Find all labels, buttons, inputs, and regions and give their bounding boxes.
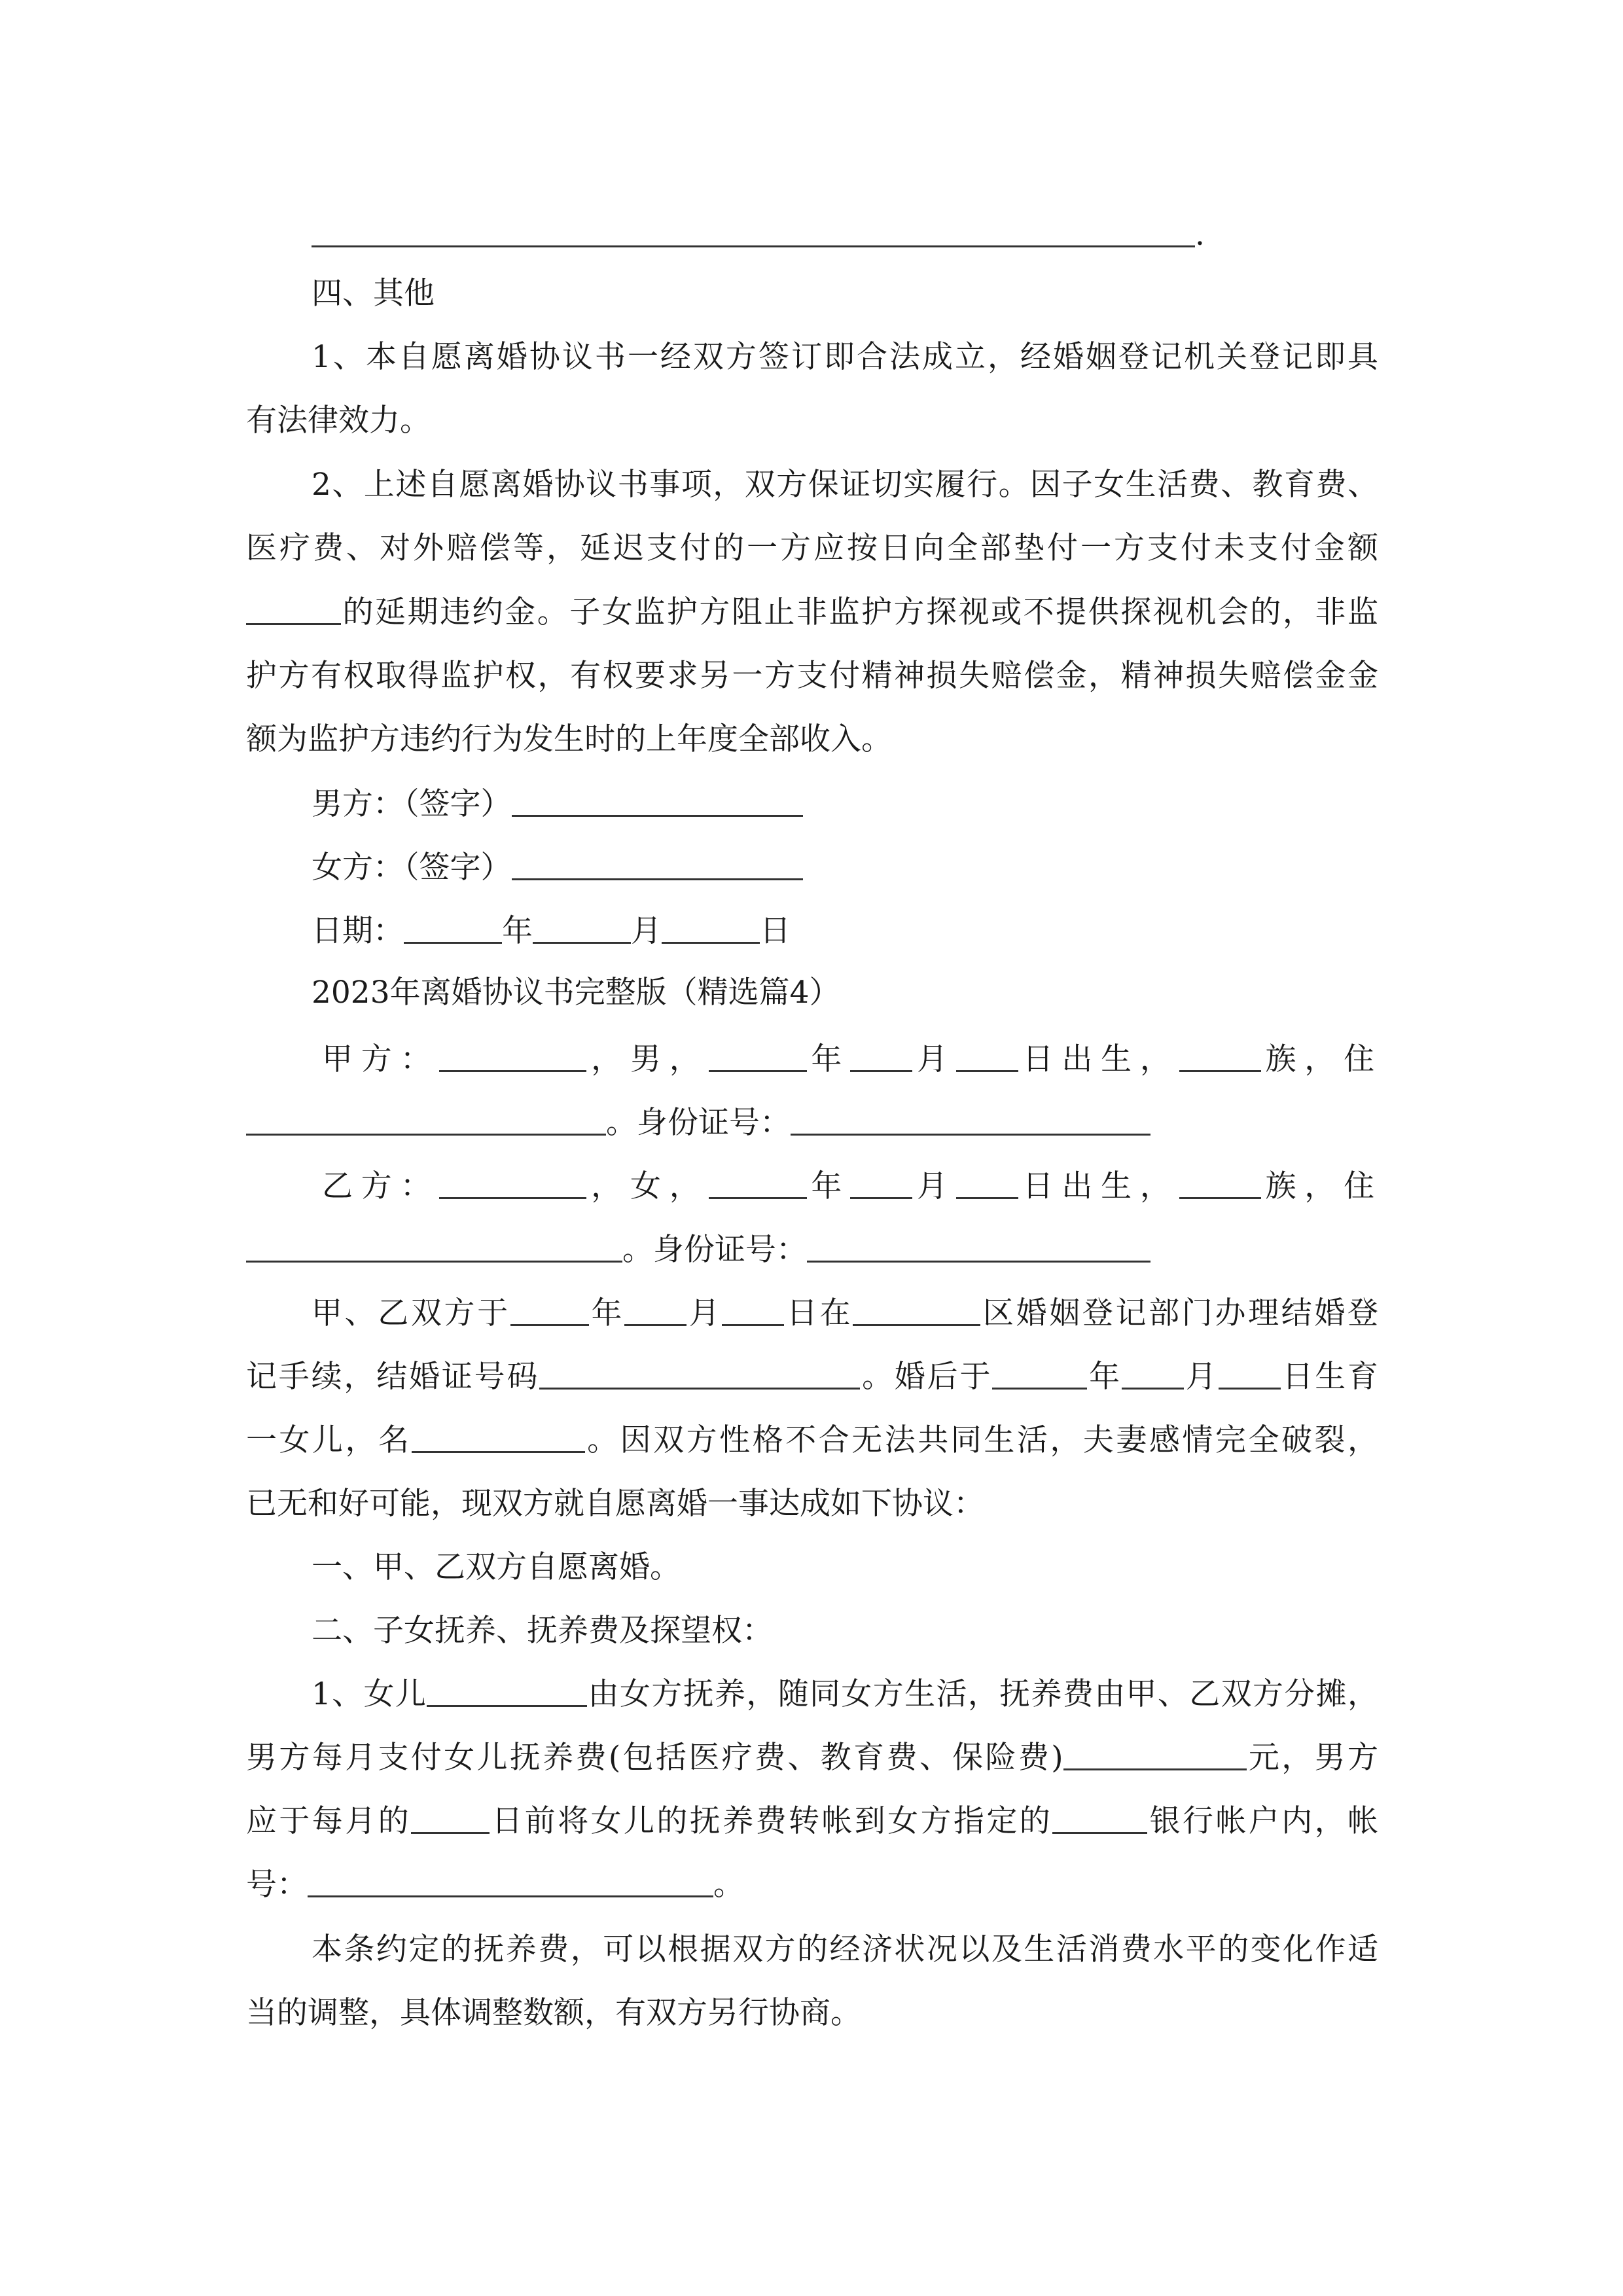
party-b-year-field[interactable] [709, 1158, 807, 1199]
date-day-field[interactable] [662, 903, 760, 944]
custody-line-2: 男方每月支付女儿抚养费(包括医疗费、教育费、保险费) 元，男方 [246, 1726, 1378, 1790]
signature-male-field[interactable] [512, 776, 803, 817]
section-heading-4: 2023年离婚协议书完整版（精选篇4） [312, 975, 840, 1011]
custody-daughter-field[interactable] [427, 1666, 587, 1707]
marriage-district-field[interactable] [853, 1285, 980, 1326]
clause-2-line-2: 医疗费、对外赔偿等，延迟支付的一方应按日向全部垫付一方支付未支付金额 [246, 530, 1378, 566]
signature-female-field[interactable] [512, 839, 803, 880]
signature-male-label: 男方：（签字） [312, 786, 512, 822]
marriage-month-field[interactable] [624, 1285, 687, 1326]
party-a-ethnic-field[interactable] [1179, 1031, 1261, 1072]
blank-field[interactable] [312, 206, 1195, 247]
date-year-field[interactable] [404, 903, 502, 944]
birth-year-field[interactable] [992, 1348, 1087, 1390]
blank-field[interactable] [246, 584, 341, 625]
party-b-ethnic-field[interactable] [1179, 1158, 1261, 1199]
fill-line-dot: . [1195, 217, 1205, 253]
party-a-name-field[interactable] [439, 1031, 586, 1072]
account-number-field[interactable] [308, 1856, 713, 1897]
party-a-line-2: 。身份证号： [246, 1091, 1378, 1155]
marriage-line-1: 甲、乙双方于 年 月 日在 区婚姻登记部门办理结婚登 [312, 1282, 1378, 1346]
pay-day-field[interactable] [411, 1793, 490, 1834]
bank-name-field[interactable] [1052, 1793, 1147, 1834]
party-b-name-field[interactable] [439, 1158, 586, 1199]
signature-date: 日期： 年 月 日 [312, 899, 1378, 963]
signature-female-label: 女方：（签字） [312, 850, 512, 886]
clause-2-line-4: 护方有权取得监护权，有权要求另一方支付精神损失赔偿金，精神损失赔偿金金 [246, 658, 1378, 694]
party-b-line-1: 乙方： ，女， 年 月 日出生， 族，住 [312, 1155, 1378, 1219]
adjust-line-1: 本条约定的抚养费，可以根据双方的经济状况以及生活消费水平的变化作适 [312, 1931, 1378, 1967]
party-b-id-field[interactable] [807, 1221, 1150, 1263]
marriage-line-4: 已无和好可能，现双方就自愿离婚一事达成如下协议： [246, 1486, 984, 1522]
party-a-day-field[interactable] [956, 1031, 1018, 1072]
party-a-line-1: 甲方： ，男， 年 月 日出生， 族，住 [312, 1028, 1378, 1092]
support-amount-field[interactable] [1063, 1729, 1247, 1770]
daughter-name-field[interactable] [412, 1412, 585, 1453]
date-month-field[interactable] [533, 903, 631, 944]
clause-1-line-2: 有法律效力。 [246, 403, 431, 439]
clause-2-line-5: 额为监护方违约行为发生时的上年度全部收入。 [246, 721, 892, 757]
marriage-day-field[interactable] [722, 1285, 784, 1326]
section-title-other: 四、其他 [312, 276, 435, 312]
fill-line-top [312, 203, 1378, 267]
marriage-line-3: 一女儿，名 。因双方性格不合无法共同生活，夫妻感情完全破裂， [246, 1408, 1378, 1473]
party-b-address-field[interactable] [246, 1221, 622, 1263]
adjust-line-2: 当的调整，具体调整数额，有双方另行协商。 [246, 1995, 861, 2031]
custody-line-3: 应于每月的 日前将女儿的抚养费转帐到女方指定的 银行帐户内，帐 [246, 1789, 1378, 1854]
signature-female [312, 836, 1378, 900]
clause-2-line-3-text: 的延期违约金。子女监护方阻止非监护方探视或不提供探视机会的，非监 [341, 594, 1378, 630]
clause-2-line-3 [246, 581, 1378, 645]
date-label: 日期： [312, 913, 404, 949]
item-2: 二、子女抚养、抚养费及探望权： [312, 1613, 773, 1649]
birth-month-field[interactable] [1122, 1348, 1184, 1390]
party-b-month-field[interactable] [850, 1158, 912, 1199]
clause-1-line-1: 1、本自愿离婚协议书一经双方签订即合法成立，经婚姻登记机关登记即具 [312, 339, 1378, 375]
party-a-month-field[interactable] [850, 1031, 912, 1072]
marriage-year-field[interactable] [510, 1285, 589, 1326]
party-a-address-field[interactable] [246, 1094, 606, 1136]
marriage-cert-field[interactable] [539, 1348, 860, 1390]
marriage-line-2: 记手续，结婚证号码 。婚后于 年 月 日生育 [246, 1345, 1378, 1409]
custody-line-1: 1、女儿 由女方抚养，随同女方生活，抚养费由甲、乙双方分摊， [312, 1662, 1378, 1727]
custody-line-4: 号： 。 [246, 1853, 1378, 1917]
item-1: 一、甲、乙双方自愿离婚。 [312, 1549, 681, 1585]
party-a-id-field[interactable] [791, 1094, 1150, 1136]
party-b-line-2: 。身份证号： [246, 1218, 1378, 1282]
party-b-day-field[interactable] [956, 1158, 1018, 1199]
birth-day-field[interactable] [1219, 1348, 1281, 1390]
signature-male [312, 772, 1378, 836]
party-a-year-field[interactable] [709, 1031, 807, 1072]
clause-2-line-1: 2、上述自愿离婚协议书事项，双方保证切实履行。因子女生活费、教育费、 [312, 467, 1378, 503]
